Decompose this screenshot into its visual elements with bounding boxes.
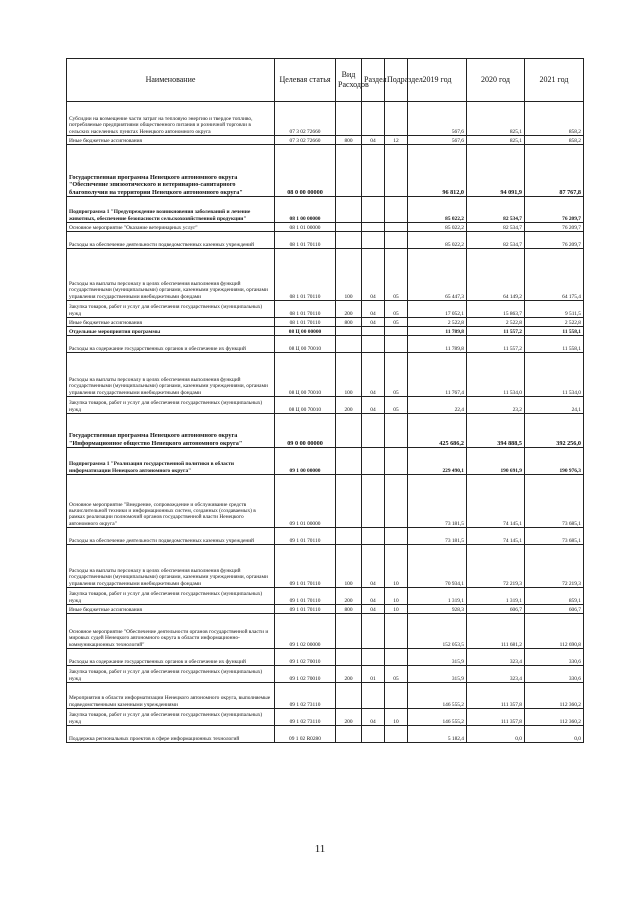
- section-cell: [362, 649, 385, 666]
- row-name-cell: Закупка товаров, работ и услуг для обеспечения государственных (муниципальных) нужд: [67, 709, 275, 726]
- table-row: [67, 301, 584, 318]
- table-row: [67, 414, 584, 448]
- target-article-cell: 08 1 01 00000: [275, 223, 336, 232]
- row-name-cell: Расходы на обеспечение деятельности подведомственных казенных учреждений: [67, 232, 275, 249]
- header-year-2020: 2020 год: [467, 59, 525, 102]
- table-body: [67, 102, 584, 743]
- table-row: [67, 232, 584, 249]
- row-name-cell: Расходы на выплаты персоналу в целях обеспечения выполнения функций государственными (муниципальными) органами, казенными учреждениями, органами управления государственными внебюджетными фондами: [67, 353, 275, 397]
- table-row: [67, 588, 584, 605]
- amount-2020-cell: 606,7: [467, 605, 525, 614]
- subsection-cell: [385, 614, 408, 649]
- table-row: [67, 249, 584, 301]
- section-cell: [362, 683, 385, 709]
- amount-2021-cell: 72 219,3: [525, 545, 584, 588]
- amount-2019-cell: 85 022,2: [408, 232, 467, 249]
- table-row: [67, 318, 584, 327]
- target-article-cell: 08 Ц 00 00000: [275, 327, 336, 336]
- amount-2020-cell: 2 522,8: [467, 318, 525, 327]
- row-name-cell: Подпрограмма 1 "Предупреждение возникновения заболеваний и лечение животных, обеспечение безопасности сельскохозяйственной продукции": [67, 197, 275, 223]
- section-cell: 04: [362, 545, 385, 588]
- page-number: 11: [314, 843, 326, 855]
- amount-2021-cell: 9 511,5: [525, 301, 584, 318]
- table-row: [67, 102, 584, 136]
- table-row: [67, 709, 584, 726]
- subsection-cell: 10: [385, 588, 408, 605]
- section-cell: 04: [362, 709, 385, 726]
- section-cell: 04: [362, 301, 385, 318]
- expense-type-cell: [336, 197, 362, 223]
- amount-2019-cell: 85 022,2: [408, 223, 467, 232]
- amount-2019-cell: 65 447,3: [408, 249, 467, 301]
- row-name-cell: Основное мероприятие "Оказание ветеринарных услуг": [67, 223, 275, 232]
- expense-type-cell: [336, 614, 362, 649]
- expense-type-cell: [336, 683, 362, 709]
- row-name-cell: Отдельные мероприятия программы: [67, 327, 275, 336]
- subsection-cell: [385, 232, 408, 249]
- amount-2021-cell: 330,6: [525, 666, 584, 683]
- amount-2020-cell: 190 691,9: [467, 448, 525, 475]
- row-name-cell: Иные бюджетные ассигнования: [67, 136, 275, 145]
- target-article-cell: 09 1 02 70010: [275, 666, 336, 683]
- amount-2021-cell: 64 175,4: [525, 249, 584, 301]
- amount-2019-cell: 315,9: [408, 649, 467, 666]
- amount-2021-cell: 112 690,8: [525, 614, 584, 649]
- amount-2020-cell: 825,1: [467, 136, 525, 145]
- subsection-cell: 10: [385, 545, 408, 588]
- target-article-cell: 07 3 02 72660: [275, 102, 336, 136]
- table-header-row: [67, 59, 584, 102]
- table-row: [67, 397, 584, 414]
- subsection-cell: [385, 102, 408, 136]
- amount-2021-cell: 858,2: [525, 136, 584, 145]
- amount-2020-cell: 11 557,2: [467, 327, 525, 336]
- amount-2019-cell: 5 182,4: [408, 726, 467, 743]
- amount-2021-cell: 76 209,7: [525, 197, 584, 223]
- expense-type-cell: [336, 232, 362, 249]
- amount-2021-cell: 0,0: [525, 726, 584, 743]
- amount-2020-cell: 111 681,2: [467, 614, 525, 649]
- amount-2020-cell: 74 145,1: [467, 475, 525, 528]
- amount-2021-cell: 190 976,3: [525, 448, 584, 475]
- table-row: [67, 528, 584, 545]
- amount-2019-cell: 11 767,4: [408, 353, 467, 397]
- amount-2020-cell: 1 319,1: [467, 588, 525, 605]
- section-cell: [362, 197, 385, 223]
- section-cell: [362, 336, 385, 353]
- table-row: [67, 336, 584, 353]
- row-name-cell: Расходы на выплаты персоналу в целях обеспечения выполнения функций государственными (муниципальными) органами, казенными учреждениями, органами управления государственными внебюджетными фондами: [67, 249, 275, 301]
- subsection-cell: 10: [385, 605, 408, 614]
- expense-type-cell: 800: [336, 136, 362, 145]
- amount-2021-cell: 859,1: [525, 588, 584, 605]
- table-row: [67, 327, 584, 336]
- amount-2019-cell: 11 789,8: [408, 327, 467, 336]
- row-name-cell: Субсидии на возмещение части затрат на тепловую энергию и твердое топливо, потребляемые предприятиями общественного питания и розничной торговли в сельских населенных пунктах Ненецкого автономного округа: [67, 102, 275, 136]
- subsection-cell: [385, 475, 408, 528]
- target-article-cell: 09 1 02 00000: [275, 614, 336, 649]
- amount-2021-cell: 858,2: [525, 102, 584, 136]
- amount-2019-cell: 17 052,1: [408, 301, 467, 318]
- amount-2021-cell: 606,7: [525, 605, 584, 614]
- table-row: [67, 605, 584, 614]
- amount-2020-cell: 15 863,7: [467, 301, 525, 318]
- amount-2020-cell: 323,4: [467, 666, 525, 683]
- subsection-cell: [385, 223, 408, 232]
- subsection-cell: 10: [385, 709, 408, 726]
- row-name-cell: Подпрограмма 1 "Реализация государственной политики в области информатизации Ненецкого автономного округа": [67, 448, 275, 475]
- amount-2020-cell: 23,2: [467, 397, 525, 414]
- amount-2019-cell: 315,9: [408, 666, 467, 683]
- target-article-cell: 08 Ц 00 70010: [275, 397, 336, 414]
- target-article-cell: 09 1 02 70010: [275, 649, 336, 666]
- amount-2019-cell: 146 555,2: [408, 709, 467, 726]
- amount-2020-cell: 0,0: [467, 726, 525, 743]
- subsection-cell: [385, 336, 408, 353]
- expense-type-cell: 800: [336, 605, 362, 614]
- row-name-cell: Иные бюджетные ассигнования: [67, 605, 275, 614]
- amount-2021-cell: 76 209,7: [525, 223, 584, 232]
- amount-2019-cell: 96 812,0: [408, 145, 467, 197]
- target-article-cell: 08 1 01 70110: [275, 318, 336, 327]
- expense-type-cell: 200: [336, 709, 362, 726]
- subsection-cell: 05: [385, 249, 408, 301]
- table-row: [67, 145, 584, 197]
- expense-type-cell: [336, 448, 362, 475]
- row-name-cell: Закупка товаров, работ и услуг для обеспечения государственных (муниципальных) нужд: [67, 588, 275, 605]
- amount-2019-cell: 73 181,5: [408, 528, 467, 545]
- table-row: [67, 136, 584, 145]
- subsection-cell: 05: [385, 301, 408, 318]
- section-cell: 01: [362, 666, 385, 683]
- table-row: [67, 545, 584, 588]
- expense-type-cell: 100: [336, 353, 362, 397]
- amount-2021-cell: 392 256,0: [525, 414, 584, 448]
- budget-table: [66, 58, 584, 743]
- expense-type-cell: [336, 223, 362, 232]
- amount-2020-cell: 394 888,5: [467, 414, 525, 448]
- expense-type-cell: [336, 528, 362, 545]
- table-row: [67, 475, 584, 528]
- target-article-cell: 09 0 00 00000: [275, 414, 336, 448]
- target-article-cell: 08 1 01 70110: [275, 249, 336, 301]
- section-cell: 04: [362, 249, 385, 301]
- amount-2019-cell: 152 053,5: [408, 614, 467, 649]
- subsection-cell: [385, 726, 408, 743]
- expense-type-cell: [336, 327, 362, 336]
- amount-2021-cell: 2 522,8: [525, 318, 584, 327]
- target-article-cell: 09 1 01 70110: [275, 605, 336, 614]
- row-name-cell: Иные бюджетные ассигнования: [67, 318, 275, 327]
- amount-2021-cell: 11 558,1: [525, 336, 584, 353]
- row-name-cell: Расходы на содержание государственных органов и обеспечение их функций: [67, 336, 275, 353]
- amount-2020-cell: 72 219,3: [467, 545, 525, 588]
- amount-2021-cell: 76 209,7: [525, 232, 584, 249]
- target-article-cell: 09 1 02 73110: [275, 709, 336, 726]
- section-cell: [362, 475, 385, 528]
- expense-type-cell: [336, 726, 362, 743]
- amount-2021-cell: 11 534,0: [525, 353, 584, 397]
- row-name-cell: Закупка товаров, работ и услуг для обеспечения государственных (муниципальных) нужд: [67, 397, 275, 414]
- target-article-cell: 09 1 01 70110: [275, 545, 336, 588]
- header-subsection: Подраздел: [385, 59, 408, 102]
- expense-type-cell: 100: [336, 545, 362, 588]
- amount-2020-cell: 64 149,2: [467, 249, 525, 301]
- amount-2020-cell: 82 534,7: [467, 197, 525, 223]
- amount-2021-cell: 330,6: [525, 649, 584, 666]
- section-cell: [362, 414, 385, 448]
- table-row: [67, 726, 584, 743]
- expense-type-cell: 200: [336, 666, 362, 683]
- subsection-cell: 05: [385, 397, 408, 414]
- table-row: [67, 448, 584, 475]
- expense-type-cell: 800: [336, 318, 362, 327]
- amount-2020-cell: 825,1: [467, 102, 525, 136]
- row-name-cell: Расходы на содержание государственных органов и обеспечение их функций: [67, 649, 275, 666]
- row-name-cell: Мероприятия в области информатизации Ненецкого автономного округа, выполняемые подведомственными казенными учреждениями: [67, 683, 275, 709]
- expense-type-cell: 200: [336, 397, 362, 414]
- section-cell: [362, 102, 385, 136]
- subsection-cell: 12: [385, 136, 408, 145]
- amount-2020-cell: 82 534,7: [467, 232, 525, 249]
- row-name-cell: Основное мероприятие "Обеспечение деятельности органов государственной власти и мировых судей Ненецкого автономного округа в области информационно-коммуникационных технологий": [67, 614, 275, 649]
- amount-2021-cell: 73 685,1: [525, 528, 584, 545]
- target-article-cell: 09 1 02 R0280: [275, 726, 336, 743]
- amount-2020-cell: 94 091,9: [467, 145, 525, 197]
- section-cell: [362, 528, 385, 545]
- amount-2020-cell: 111 357,8: [467, 709, 525, 726]
- amount-2020-cell: 11 557,2: [467, 336, 525, 353]
- amount-2019-cell: 229 490,1: [408, 448, 467, 475]
- row-name-cell: Государственная программа Ненецкого автономного округа "Обеспечение эпизоотического и ветеринарно-санитарного благополучия на территории Ненецкого автономного округа": [67, 145, 275, 197]
- amount-2019-cell: 22,4: [408, 397, 467, 414]
- expense-type-cell: [336, 336, 362, 353]
- subsection-cell: 05: [385, 318, 408, 327]
- target-article-cell: 09 1 01 70110: [275, 528, 336, 545]
- subsection-cell: [385, 448, 408, 475]
- section-cell: [362, 726, 385, 743]
- expense-type-cell: 200: [336, 301, 362, 318]
- target-article-cell: 08 Ц 00 70010: [275, 353, 336, 397]
- amount-2019-cell: 425 686,2: [408, 414, 467, 448]
- section-cell: [362, 223, 385, 232]
- row-name-cell: Закупка товаров, работ и услуг для обеспечения государственных (муниципальных) нужд: [67, 666, 275, 683]
- target-article-cell: 09 1 00 00000: [275, 448, 336, 475]
- table-row: [67, 649, 584, 666]
- subsection-cell: [385, 197, 408, 223]
- amount-2020-cell: 111 357,8: [467, 683, 525, 709]
- amount-2021-cell: 73 685,1: [525, 475, 584, 528]
- amount-2019-cell: 146 555,2: [408, 683, 467, 709]
- target-article-cell: 08 0 00 00000: [275, 145, 336, 197]
- amount-2019-cell: 73 181,5: [408, 475, 467, 528]
- header-name: Наименование: [67, 59, 275, 102]
- expense-type-cell: [336, 475, 362, 528]
- row-name-cell: Государственная программа Ненецкого автономного округа "Информационное общество Ненецкого автономного округа": [67, 414, 275, 448]
- target-article-cell: 08 1 01 70110: [275, 301, 336, 318]
- row-name-cell: Расходы на выплаты персоналу в целях обеспечения выполнения функций государственными (муниципальными) органами, казенными учреждениями, органами управления государственными внебюджетными фондами: [67, 545, 275, 588]
- amount-2021-cell: 24,1: [525, 397, 584, 414]
- subsection-cell: [385, 528, 408, 545]
- amount-2020-cell: 74 145,1: [467, 528, 525, 545]
- amount-2019-cell: 2 522,8: [408, 318, 467, 327]
- section-cell: [362, 327, 385, 336]
- subsection-cell: 05: [385, 353, 408, 397]
- expense-type-cell: [336, 649, 362, 666]
- table-row: [67, 683, 584, 709]
- subsection-cell: [385, 327, 408, 336]
- target-article-cell: 09 1 01 70110: [275, 588, 336, 605]
- amount-2021-cell: 11 558,1: [525, 327, 584, 336]
- header-section: Раздел: [362, 59, 385, 102]
- subsection-cell: [385, 683, 408, 709]
- section-cell: [362, 232, 385, 249]
- subsection-cell: 05: [385, 666, 408, 683]
- section-cell: [362, 145, 385, 197]
- section-cell: 04: [362, 588, 385, 605]
- amount-2020-cell: 82 534,7: [467, 223, 525, 232]
- amount-2019-cell: 11 789,8: [408, 336, 467, 353]
- amount-2019-cell: 567,6: [408, 136, 467, 145]
- target-article-cell: 07 3 02 72660: [275, 136, 336, 145]
- section-cell: 04: [362, 605, 385, 614]
- section-cell: [362, 448, 385, 475]
- table-row: [67, 353, 584, 397]
- expense-type-cell: 100: [336, 249, 362, 301]
- amount-2021-cell: 112 360,2: [525, 709, 584, 726]
- target-article-cell: 08 Ц 00 70010: [275, 336, 336, 353]
- expense-type-cell: [336, 102, 362, 136]
- target-article-cell: 09 1 02 73110: [275, 683, 336, 709]
- section-cell: [362, 614, 385, 649]
- subsection-cell: [385, 414, 408, 448]
- section-cell: 04: [362, 136, 385, 145]
- amount-2020-cell: 323,4: [467, 649, 525, 666]
- amount-2019-cell: 85 022,2: [408, 197, 467, 223]
- expense-type-cell: 200: [336, 588, 362, 605]
- subsection-cell: [385, 145, 408, 197]
- amount-2019-cell: 567,6: [408, 102, 467, 136]
- header-year-2019: 2019 год: [408, 59, 467, 102]
- section-cell: 04: [362, 353, 385, 397]
- amount-2020-cell: 11 534,0: [467, 353, 525, 397]
- expense-type-cell: [336, 145, 362, 197]
- subsection-cell: [385, 649, 408, 666]
- section-cell: 04: [362, 318, 385, 327]
- header-target-article: Целевая статья: [275, 59, 336, 102]
- amount-2019-cell: 928,3: [408, 605, 467, 614]
- table-row: [67, 197, 584, 223]
- row-name-cell: Закупка товаров, работ и услуг для обеспечения государственных (муниципальных) нужд: [67, 301, 275, 318]
- row-name-cell: Основное мероприятие "Внедрение, сопровождение и обслуживание средств вычислительной техники и информационных систем, созданных (создаваемых) в рамках реализации полномочий органов государственной власти Ненецкого автономного округа": [67, 475, 275, 528]
- row-name-cell: Поддержка региональных проектов в сфере информационных технологий: [67, 726, 275, 743]
- table-row: [67, 223, 584, 232]
- amount-2019-cell: 70 934,1: [408, 545, 467, 588]
- target-article-cell: 08 1 00 00000: [275, 197, 336, 223]
- target-article-cell: 09 1 01 00000: [275, 475, 336, 528]
- target-article-cell: 08 1 01 70110: [275, 232, 336, 249]
- amount-2021-cell: 87 767,8: [525, 145, 584, 197]
- header-expense-type: Вид Расходов: [336, 59, 362, 102]
- table-row: [67, 666, 584, 683]
- amount-2021-cell: 112 360,2: [525, 683, 584, 709]
- section-cell: 04: [362, 397, 385, 414]
- table-row: [67, 614, 584, 649]
- row-name-cell: Расходы на обеспечение деятельности подведомственных казенных учреждений: [67, 528, 275, 545]
- expense-type-cell: [336, 414, 362, 448]
- amount-2019-cell: 1 319,1: [408, 588, 467, 605]
- header-year-2021: 2021 год: [525, 59, 584, 102]
